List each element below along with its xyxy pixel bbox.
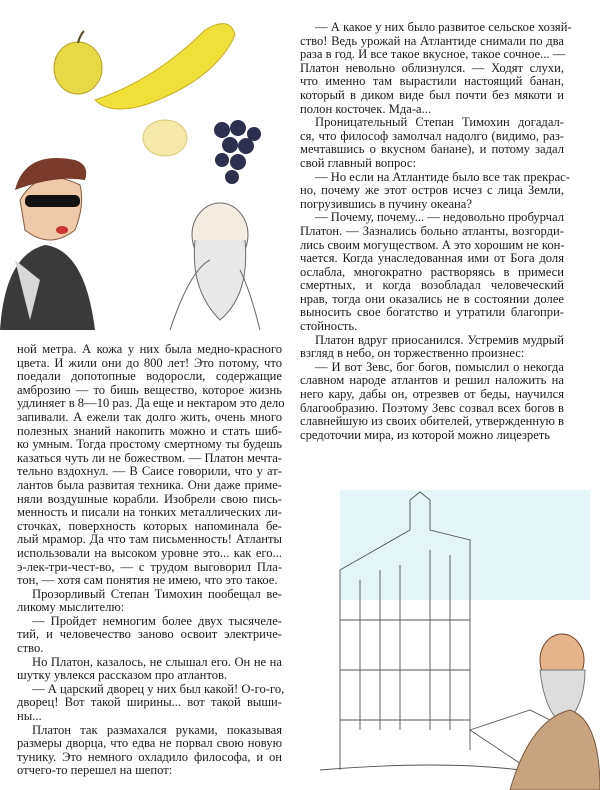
text-line: — И вот Зевс, бог богов, помыслил о некогда <box>315 359 564 374</box>
text-line: Прозорливый Степан Тимохин пообещал ве- <box>32 586 282 601</box>
text-line: шутку увлекся рассказом про атлантов. <box>17 668 228 683</box>
text-line: средоточии мира, из которой можно лицезреть <box>300 427 551 442</box>
boy-with-sunglasses <box>0 158 95 330</box>
plato-figure <box>170 203 260 330</box>
paragraph <box>17 588 282 615</box>
paragraph <box>300 361 564 443</box>
text-line: — Почему, почему... — недовольно пробурчал <box>315 210 564 225</box>
text-line: Проницательный Степан Тимохин догадал- <box>315 115 564 130</box>
text-line: Платон так размахался руками, показывая <box>32 722 282 737</box>
text-line: него кару, дабы он, отрезвев от беды, научился <box>300 387 564 402</box>
text-line: дворец! Вот такой ширины... вот такой выши- <box>17 695 282 710</box>
text-line: ликому мыслителю: <box>17 600 125 615</box>
text-line: лантов была развитая техника. Они даже приме- <box>17 477 282 492</box>
text-line: мечтавшись о вкусном банане), и потому задал <box>300 142 564 157</box>
text-line: поедали допотопные водоросли, содержащие <box>17 369 282 384</box>
text-line: стойность. <box>300 319 358 334</box>
paragraph <box>17 656 282 683</box>
text-line: — Но если на Атлантиде было все так прекрас- <box>315 169 570 184</box>
text-line: полон косточек. Мда-а... <box>300 101 432 116</box>
text-line: благообразию. Поэтому Зевс созвал всех богов в <box>300 400 564 415</box>
paragraph <box>300 116 564 170</box>
paragraph <box>17 681 285 724</box>
text-line: ство. <box>17 641 44 656</box>
text-line: тельно вздохнул. — В Саисе говорили, что у ат- <box>17 464 282 479</box>
text-line: — Пройдет немногим более двух тысячеле- <box>32 613 282 628</box>
grapes-icon <box>214 120 261 184</box>
text-line: сточках, поверхность которых напоминала бе- <box>17 518 282 533</box>
paragraph <box>300 334 564 361</box>
text-line: казаться чуть ли не божеством. — Платон мечта- <box>17 450 282 465</box>
text-line: использовали на высоком уровне это... как его... <box>17 545 282 560</box>
text-line: Платон вдруг приосанился. Устремив мудрый <box>315 332 564 347</box>
paragraph <box>300 20 572 116</box>
text-line: няли воздушные корабли. Изобрели свою пись- <box>17 491 282 506</box>
text-line: славнейшую из своих обителей, утвержденную в <box>300 414 564 429</box>
text-line: ослабла, многократно растворяясь в примеси <box>300 264 564 279</box>
text-line: выносить свое богатство и утратили благопри- <box>300 305 564 320</box>
paragraph <box>17 342 285 588</box>
paragraph <box>17 724 282 778</box>
text-line: тий, и человечество заново освоит электриче- <box>17 627 282 642</box>
text-line: Но Платон, казалось, не слышал его. Он не на <box>32 654 282 669</box>
paragraph <box>300 211 564 333</box>
banana-icon <box>95 24 235 109</box>
text-line: который в диком виде был почти без мякоти и <box>300 87 564 102</box>
text-line: раза в год. И все такое вкусное, такое сочное... — <box>300 47 566 62</box>
text-line: что именно там вырастили настоящий банан, <box>300 74 564 89</box>
text-line: амброзию — то бишь вещество, которое жизнь <box>17 382 282 397</box>
text-line: — А какое у них было развитое сельское хозяй- <box>315 20 572 34</box>
text-line: ство! Ведь урожай на Атлантиде снимали по два <box>300 33 564 48</box>
text-line: ко умным. Тогда простому смертному ты будешь <box>17 437 282 452</box>
text-line: Платон. — Зазнались больно атланты, возгорди- <box>300 223 564 238</box>
text-line: отчего-то перешел на шепот: <box>17 763 173 778</box>
text-line: лый мрамор. Да что там письменность! Атланты <box>17 532 282 547</box>
text-line: менность и писали на тонких металлических ли- <box>17 505 282 520</box>
text-line: ся, что философ замолчал надолго (видимо, раз- <box>300 128 564 143</box>
text-line: погрузившись в пучину океана? <box>300 196 472 211</box>
text-line: взгляд в небо, он торжественно произнес: <box>300 346 525 361</box>
apple-icon <box>54 31 102 94</box>
right-text-column <box>300 20 572 442</box>
text-line: тунику. Это немного охладило философа, и он <box>17 749 282 764</box>
text-line: полезных знаний накопить можно и стать шиб- <box>17 423 282 438</box>
text-line: цвета. И жили они до 800 лет! Это потому, что <box>17 355 282 370</box>
text-line: лись своим могуществом. А это хорошим не кон- <box>300 237 565 252</box>
text-line: размеры дворца, что едва не порвал свою новую <box>17 736 282 751</box>
illustration-fruits-and-characters <box>0 0 295 335</box>
text-line: ны... <box>17 709 42 724</box>
text-line: удлиняет в 8—10 раз. Да еще и нектаром это дело <box>17 396 285 411</box>
text-line: Платон невольно облизнулся. — Ходят слухи, <box>300 60 564 75</box>
paragraph <box>300 169 570 212</box>
text-line: запивали. А ежели так долго жить, очень много <box>17 409 282 424</box>
text-line: свой главный вопрос: <box>300 155 416 170</box>
left-text-column <box>17 342 285 778</box>
text-line: э-лек-три-чест-во, — с трудом выговорил Пла- <box>17 559 282 574</box>
lemon-icon <box>143 120 187 156</box>
text-line: — А царский дворец у них был какой! О-го-го, <box>32 681 285 696</box>
text-line: тон, — хотя сам понятия не имею, что это такое. <box>17 573 278 588</box>
text-line: ной метра. А кожа у них была медно-красного <box>17 342 282 356</box>
text-line: чается. Когда унаследованная ими от Бога доля <box>300 251 564 266</box>
illustration-atlantis-palace <box>300 470 600 790</box>
text-line: но, почему же этот остров исчез с лица Земли, <box>300 183 564 198</box>
paragraph <box>17 615 282 656</box>
text-line: славном народе атлантов и решил наложить на <box>300 373 564 388</box>
text-line: смертных, и когда возобладал человеческий <box>300 278 564 293</box>
text-line: нрав, тогда они оказались не в состоянии долее <box>300 291 564 306</box>
